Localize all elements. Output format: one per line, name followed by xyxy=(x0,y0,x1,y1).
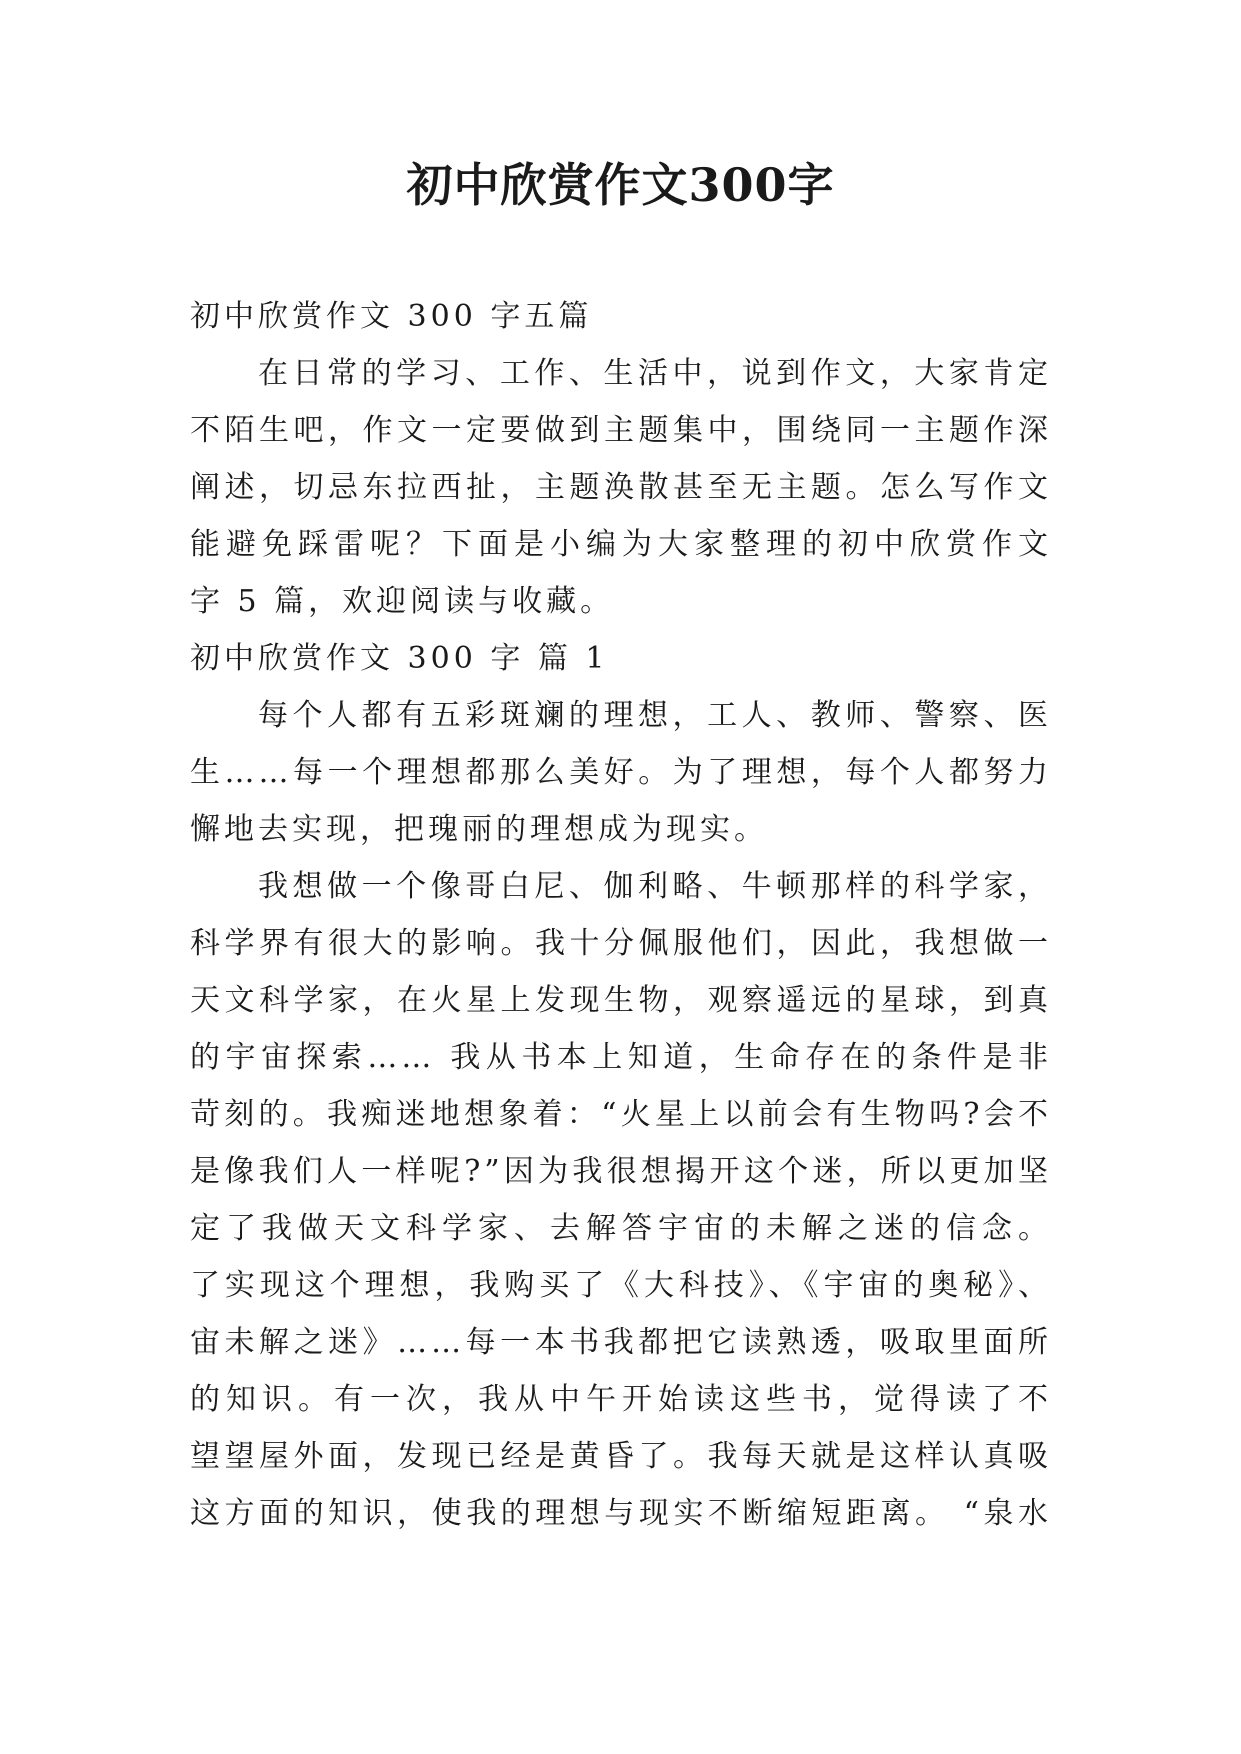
paragraph-line: 这方面的知识，使我的理想与现实不断缩短距离。 “泉水 xyxy=(190,1496,1052,1531)
paragraph-line: 定了我做天文科学家、去解答宇宙的未解之迷的信念。 xyxy=(190,1211,1052,1246)
paragraph-line: 在日常的学习、工作、生活中，说到作文，大家肯定 xyxy=(258,356,1052,391)
paragraph-line: 是像我们人一样呢?”因为我很想揭开这个迷，所以更加坚 xyxy=(190,1154,1052,1189)
document-body xyxy=(190,288,1052,1542)
paragraph-line: 天文科学家，在火星上发现生物，观察遥远的星球，到真 xyxy=(190,983,1052,1018)
paragraph-line: 生……每一个理想都那么美好。为了理想，每个人都努力 xyxy=(190,755,1052,790)
document-title: 初中欣赏作文300字 xyxy=(406,158,835,212)
paragraph-line: 每个人都有五彩斑斓的理想，工人、教师、警察、医 xyxy=(258,698,1052,733)
paragraph-line: 的知识。有一次，我从中午开始读这些书，觉得读了不 xyxy=(190,1382,1052,1417)
paragraph-line: 苛刻的。我痴迷地想象着：“火星上以前会有生物吗?会不 xyxy=(190,1097,1052,1132)
paragraph-line: 字 5 篇，欢迎阅读与收藏。 xyxy=(190,584,615,619)
paragraph-line: 能避免踩雷呢？下面是小编为大家整理的初中欣赏作文 xyxy=(190,527,1052,562)
paragraph-line: 的宇宙探索…… 我从书本上知道，生命存在的条件是非 xyxy=(190,1040,1052,1075)
section-heading: 初中欣赏作文 300 字五篇 xyxy=(190,299,593,334)
paragraph-line: 我想做一个像哥白尼、伽利略、牛顿那样的科学家， xyxy=(258,869,1052,904)
paragraph-line: 望望屋外面，发现已经是黄昏了。我每天就是这样认真吸 xyxy=(190,1439,1052,1474)
paragraph-line: 懈地去实现，把瑰丽的理想成为现实。 xyxy=(190,812,768,847)
paragraph-line: 科学界有很大的影响。我十分佩服他们，因此，我想做一 xyxy=(190,926,1052,961)
paragraph-line: 阐述，切忌东拉西扯，主题涣散甚至无主题。怎么写作文 xyxy=(190,470,1052,505)
paragraph-line: 宙未解之迷》……每一本书我都把它读熟透，吸取里面所 xyxy=(190,1325,1052,1360)
section-heading: 初中欣赏作文 300 字 篇 1 xyxy=(190,641,609,676)
paragraph-line: 了实现这个理想，我购买了《大科技》、《宇宙的奥秘》、 xyxy=(190,1268,1052,1303)
paragraph-line: 不陌生吧，作文一定要做到主题集中，围绕同一主题作深 xyxy=(190,413,1052,448)
